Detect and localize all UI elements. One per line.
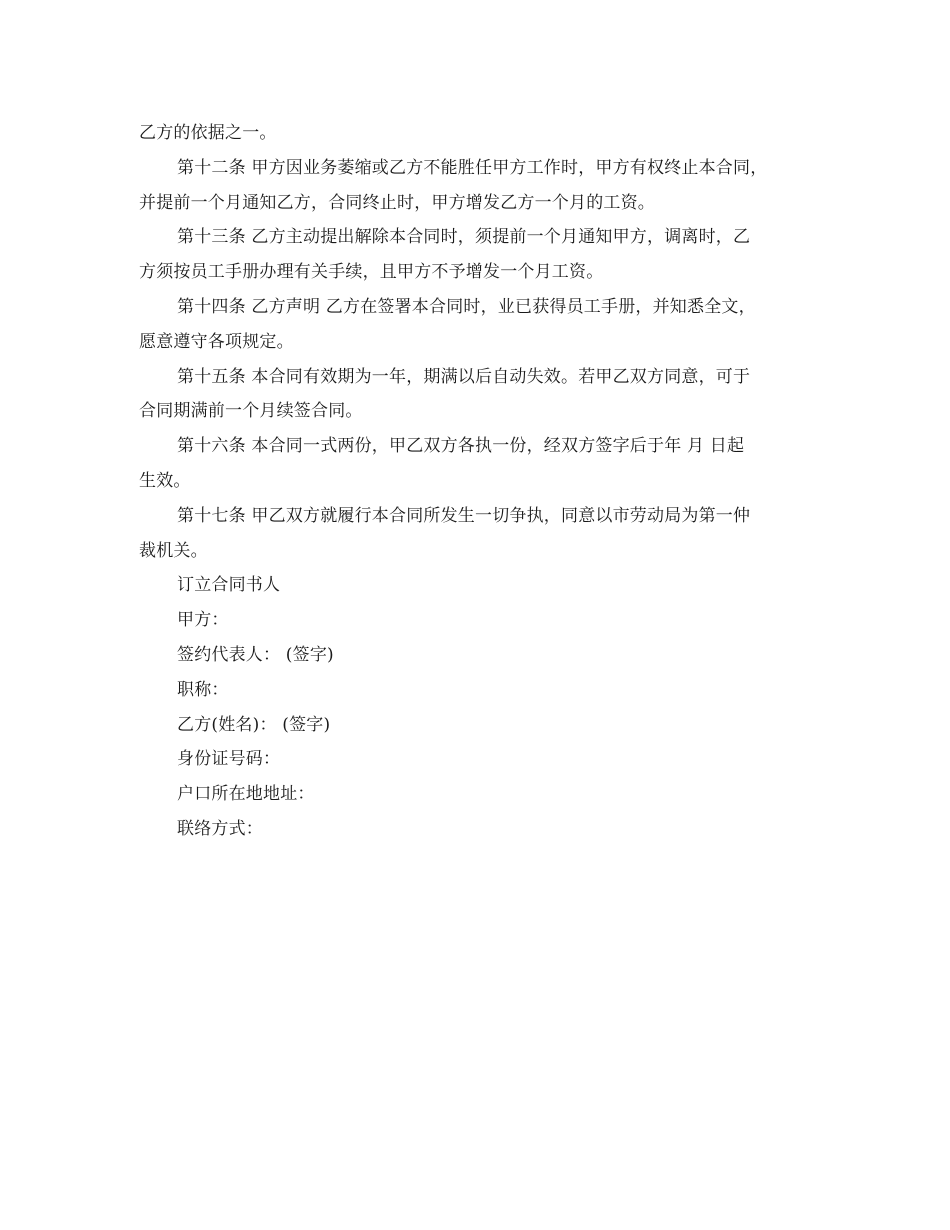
household-address-label: 户口所在地地址：	[177, 784, 315, 805]
clause-12-second-line: 并提前一个月通知乙方，合同终止时，甲方增发乙方一个月的工资。	[139, 192, 655, 213]
clause-13-first-line: 第十三条 乙方主动提出解除本合同时，须提前一个月通知甲方，调离时，乙	[177, 227, 751, 248]
clause-16	[139, 429, 829, 499]
clause-14-first-line: 第十四条 乙方声明 乙方在签署本合同时，业已获得员工手册，并知悉全文，	[177, 296, 756, 317]
clause-17	[139, 499, 829, 569]
clause-14-second-line: 愿意遵守各项规定。	[139, 331, 294, 352]
party-b-name-label: 乙方(姓名)： (签字)	[177, 714, 331, 735]
clause-16-second-line: 生效。	[139, 470, 191, 491]
party-a-label: 甲方：	[177, 610, 229, 631]
clause-17-first-line: 第十七条 甲乙双方就履行本合同所发生一切争执，同意以市劳动局为第一仲	[177, 505, 751, 526]
clause-13	[139, 220, 829, 290]
clause-15-second-line: 合同期满前一个月续签合同。	[139, 401, 363, 422]
clause-15-first-line: 第十五条 本合同有效期为一年，期满以后自动失效。若甲乙双方同意，可于	[177, 366, 751, 387]
clause-15	[139, 360, 829, 430]
clause-12	[139, 151, 829, 221]
id-number-label: 身份证号码：	[177, 749, 281, 770]
representative-label: 签约代表人： (签字)	[177, 644, 334, 665]
clause-13-second-line: 方须按员工手册办理有关手续，且甲方不予增发一个月工资。	[139, 262, 604, 283]
job-title-label: 职称：	[177, 679, 229, 700]
clause-16-first-line: 第十六条 本合同一式两份，甲乙双方各执一份，经双方签字后于年 月 日起	[177, 436, 745, 457]
clause-12-first-line: 第十二条 甲方因业务萎缩或乙方不能胜任甲方工作时，甲方有权终止本合同，	[177, 157, 768, 178]
continuation-line: 乙方的依据之一。	[139, 123, 277, 143]
clause-17-second-line: 裁机关。	[139, 540, 208, 561]
clause-14	[139, 290, 829, 360]
signatories-heading: 订立合同书人	[177, 575, 281, 596]
contact-label: 联络方式：	[177, 818, 263, 839]
contract-body	[139, 116, 829, 847]
signature-block	[139, 568, 829, 846]
